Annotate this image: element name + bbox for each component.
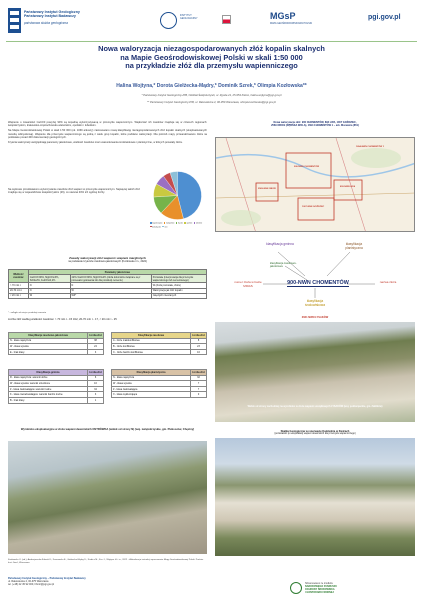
pie-legend [150,222,205,229]
map-label-chomentow: 900-NWN CHOMENTÓW [294,166,320,168]
param-1: CaCO3>90%, MgCO3≤3%, SiO2≤2%, Fe2O3≤0,2% [28,275,70,283]
table-row: 20-70 mln t N W Waloryzacja jak złóż kopalin [9,288,207,293]
kadzielnia-photo [215,438,415,556]
affiliation-2: ** Państwowy Instytut Geologiczny-PIB, ul. Rakowiecka 4, 00-950 Warszawa, olimpia.kozlowska@pgi.gov.pl [147,101,276,104]
quarry-photo [8,441,207,554]
table-row: < 20 mln t W WZ* zwięzłych mieszanych [9,293,207,298]
mgsp-subtitle: MAPA GEOŚRODOWISKOWA POLSKI [270,22,313,25]
class-table-environmental: Klasyfikacja zasobowa Liczba złóż A - złoże małokonfliktowe 8 B - złoże konfliktowe 23 C - złoże bardzo konfliktowe 16 [113,333,205,354]
class-table-planning: Klasyfikacja planistyczna Liczba złóż N - klasa najwyższa 32 W - klasa wysoka 7 Z - klasa zadowalająca 7 X - klasa wykluczająca 0 [113,370,205,397]
param-3: Pozostałe (interpretacja dla przemysłu wapienniczego lub cementowego) [151,275,206,283]
pie-legend-item: małopolskie [164,222,175,226]
table-row: N - klasa najwyższa 38 [9,338,104,344]
institute-seal-icon [160,12,177,29]
class-table-municipal: Klasyfikacja gminna Liczba złóż R - klasa najwyższa: warunki dobre 6 W - klasa wysoka: warunki utrudnione 16 Z - klasa zadowalająca: warunki trudne 34 K - klasa niezadowalająca: warunki bardzo trudne 3 B - brak klasy 1 [10,370,102,402]
pig-name: Państwowy Instytut Geologiczny Państwowy Instytut Badawczy [24,10,80,19]
intro-text: Wapienie o zawartości CaCO3 powyżej 90% są kopaliną wykorzystywaną w przemyśle wapienniczym. Większość ich zasobów znajduje się w czterech regionach: świętokrzyskim, krakowsko-częstochowsko-wieluńskim, opolskim i lubelskim. Na Mapie Geośrodowiskowej Polski w skali 1:50 000 (ok. 1069 arkuszy) zastosowano nową klasyfikację niezagospodarowanych złóż kopalin skalnych (eksploatowanych metodą odkrywkową). Wapienie dla przemysłu wapienniczego są jedną z wielu grup kopalin, które poddano waloryzacji. Dla potrzeb mapy przeanalizowano złoża na podstawie ponad 400 dokumentacji geologicznych. Kryteria waloryzacji uwzględniają parametry jakościowe, wielkość zasobów oraz uwarunkowania środowiskowe i planistyczne, w których powstały złoża. [8,121,207,145]
table-row: B - brak klasy 1 [9,397,104,403]
pie-legend-item: lubelskie [194,222,202,226]
table-row: N - klasa najwyższa 32 [112,375,207,381]
pie-legend-item: opolskie [184,222,192,226]
poster-title: Nowa waloryzacja niezagospodarowanych złóż kopalin skalnych na Mapie Geośrodowiskowej Polski w skali 1:50 000 na przykładzie złóż dla przemysłu wapienniczego [98,44,325,71]
table-row: X - klasa wykluczająca 0 [112,392,207,398]
param-2: 42%<CaCO3<90%, MgCO3≥2% (złoża dolomitów związane są z procesami gotowania lub dla produkcji cementu) [70,275,151,283]
institute-seal-text: INSTYTUT GEOLOGICZNY [180,14,198,20]
deposit-counts: Liczba złóż według wielkości zasobów: > 70 mln t - 15 złóż, 20-70 mln t - 17, < 20 mln t - 25 [8,318,117,321]
nfosigw-logo-icon [290,582,302,594]
map-label-lipa: 893-NWN LIPA [340,186,356,188]
footer-contact: Państwowy Instytut Geologiczny – Państwowy Instytut Badawczy ul. Rakowiecka 4, 00-975 Warszawa tel. (+48) 22 45 92 000, hbmir@pgi.gov.pl [8,577,86,587]
table-row: K - klasa niezadowalająca: warunki bardzo trudne 3 [9,392,104,398]
table-note: * - odległe od miejsc produkcji cementu [8,312,47,314]
mgsp-logo: MGsP [270,11,296,21]
table-row: R - klasa najwyższa: warunki dobre 6 [9,375,104,381]
pig-subtitle: państwowa służba geologiczna [24,21,68,25]
table-row: B - złoże konfliktowe 23 [112,344,207,350]
col-wielkosc: Wielkość zasobów [9,270,29,283]
table-row: Z - klasa zadowalająca 7 [112,386,207,392]
website-link[interactable]: pgi.gov.pl [368,14,401,21]
table-row: W - klasa wysoka 24 [9,344,104,350]
header-divider [6,41,417,42]
diag-center-label: 900-NWN CHOMENTÓW [287,280,349,286]
valuation-table [8,269,207,299]
pie-legend-item: inne [162,226,167,230]
label-scheme-diagram [215,236,415,311]
diag-zasobowo: klasyfikacja zasobowo-jakościowa [270,262,297,268]
table-row: Z - klasa zadowalająca: warunki trudne 34 [9,386,104,392]
diag-planistyczna: klasyfikacja planistyczna [345,242,363,250]
authors: Halina Wojtyna,* Dorota Giełżecka-Mądry,* Dominik Szrek,* Olimpia Kozłowska** [116,83,307,89]
table-row: > 70 mln t N N W (złoża pozostałe, złoża) [9,283,207,288]
affiliation-1: * Państwowy Instytut Geologiczny-PIB, Oddział Świętokrzyski, ul. Zgoda 21, 25-953 Kielce, halina.wojtyna@pgi.gov.pl [141,94,282,97]
deposits-pie-chart [150,168,205,223]
geoenvironmental-map [215,137,415,232]
kadzielnia-photo-title: Skałka Geologiczna w rezerwacie Kadzielnia w Kielcach (pozostałość po eksploatacji wapieni dewońskich dla przemysłu wapienniczego) [274,430,356,435]
class-table-resource: Klasyfikacja zasobowo-jakościowa Liczba złóż N - klasa najwyższa 38 W - klasa wysoka 24 E - brak klasy 3 [10,333,102,354]
lysakow-photo-title: 2621 NWN LYSAKÓW [301,316,329,319]
table-row: C - złoże bardzo konfliktowe 16 [112,349,207,355]
diag-gminna: klasyfikacja gminna [266,242,294,246]
quarry-photo-caption: Wyrobisko eksploatacyjne w złożu wapieni dewońskich OSTRÓWKA (widok od strony N) (woj. świętokrzyskie, gm. Piekoszów, Chęciny) [20,428,195,431]
map-caption: Nowa waloryzacja złóż: 900 CHOMENTÓW, 893 LIPA, 1007 GOŹDZIEC, 2569 OBICE (DĘBSKA WOLA), 1694 CHOMENTÓW 1 – ark. Morawica (851) [271,121,359,128]
table-row: A - złoże małokonfliktowe 8 [112,338,207,344]
diag-midas: numer złoża w bazie MIDAS [234,280,262,288]
diag-nazwa: nazwa złoża [379,280,397,284]
table-row: W - klasa wysoka 7 [112,381,207,387]
table-row: E - brak klasy 3 [9,349,104,355]
poland-flag-icon [222,15,231,24]
diag-srodowiskowa: klasyfikacja środowiskowa [304,299,326,307]
map-label-obice: 2569-NNN OBICE [258,188,276,190]
pie-legend-item: świętokrzyskie [150,222,162,226]
funding-note: Sfinansowano ze środków NARODOWEGO FUNDUSZU OCHRONY ŚRODOWISKA I GOSPODARKI WODNEJ [305,582,338,594]
references: Kozłowska O. (ed.), Andrzejewska-Kubrak K., Fornowska E., Giełżecka-Mądry D., Kiebicz M., Kuc J., Wojtyna H. i in., 2022 – Aktualizacja instrukcji opracowania Mapy Geośrodowiskowej Polski. Państw. Inst. Geol., Warszawa. [8,559,204,564]
col-params: Parametry jakościowe [28,270,206,275]
lysakow-photo-caption: Widok od strony zachodniej na wyrobisko w złożu wapieni szczątkowych LYSAKÓW (woj. podkarpackie, gm. Zaklików) [247,405,383,408]
map-label-chomentow-1: 1694-NWN CHOMENTÓW 1 [356,146,385,148]
table1-title: Zasady waloryzacji złóż wapieni i wapieni marglistych na podstawie kryteriów zasobowo-jakościowych (Kozłowska i in., 2022) [68,256,147,263]
pig-logo [8,8,21,33]
pie-description: Na wykresie przedstawiono wykorzystanie zasobów złóż wapieni w przemyśle wapienniczym. Najwięcej takich złóż znajduje się w województwie świętokrzyskim (26), co stanowi 46% ich ogólnej liczby. [8,188,140,195]
pie-legend-item: śląskie [176,222,183,226]
table-row: W - klasa wysoka: warunki utrudnione 16 [9,381,104,387]
pie-legend-item: dolnośląskie [150,226,161,230]
map-label-gozdziec: 1007-NNN GOŹDZIEC [302,206,325,208]
